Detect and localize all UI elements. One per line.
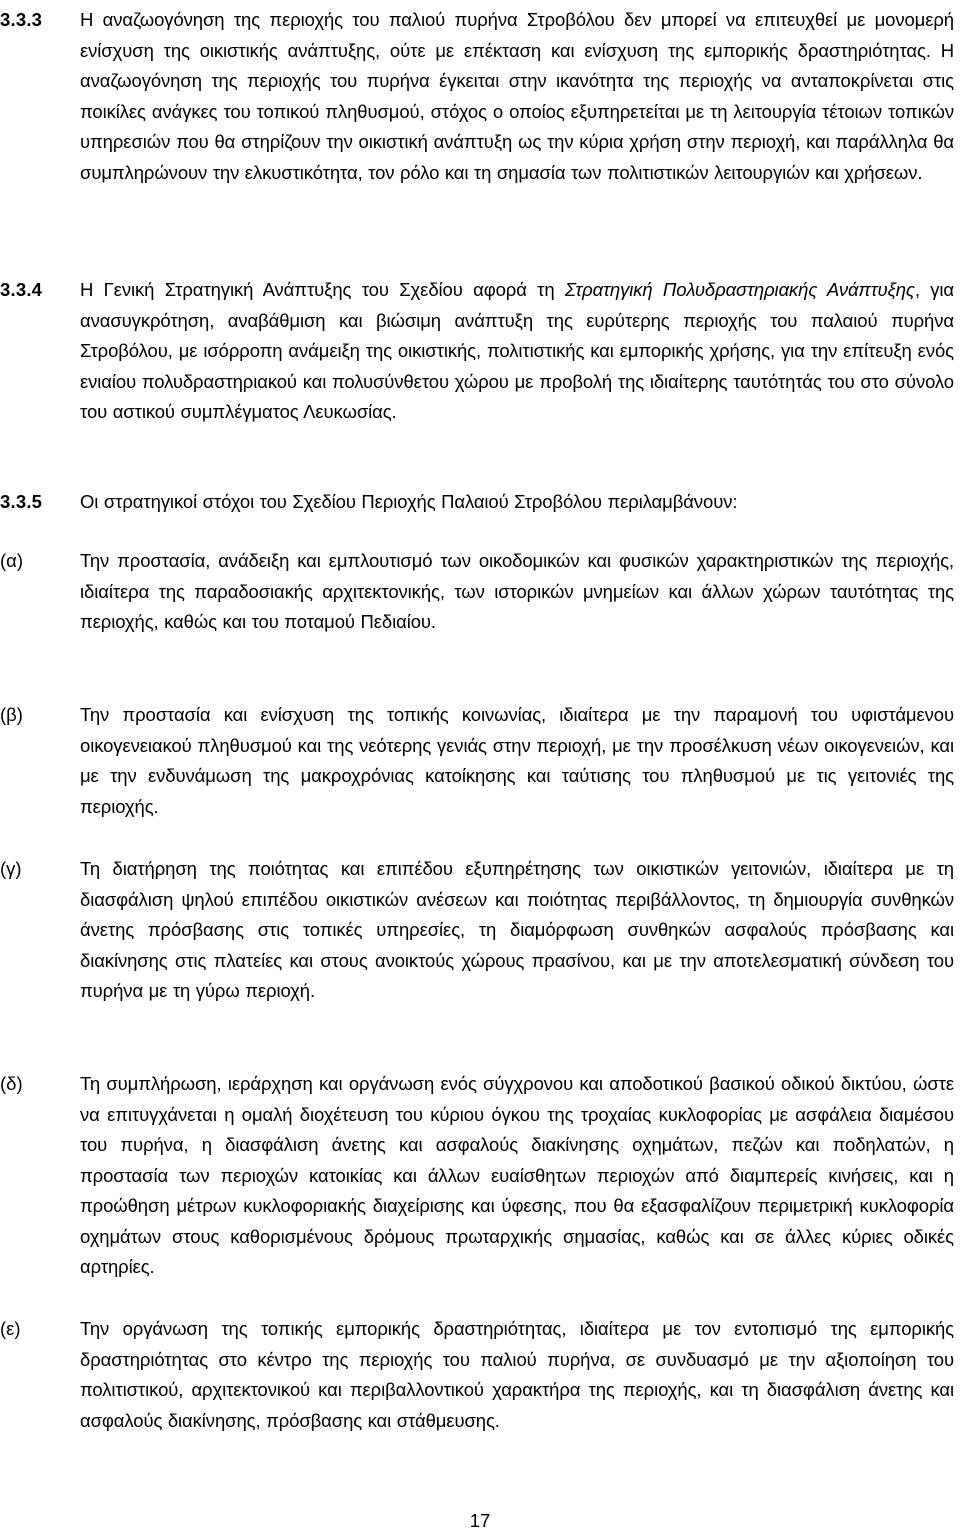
list-item-text: Τη διατήρηση της ποιότητας και επιπέδου εξυπηρέτησης των οικιστικών γειτονιών, ιδιαίτερα με τη διασφάλιση ψηλού επιπέδου οικιστικών ανέσεων και ποιότητας περιβάλλοντος, τη δημιουργία συνθηκών άνετης πρόσβασης στις τοπικές υπηρεσίες, τη διαμόρφωση συνθηκών ασφαλούς πρόσβασης και διακίνησης στις πλατείες και στους ανοικτούς χώρους πρασίνου, και με την αποτελεσματική σύνδεση του πυρήνα με τη γύρω περιοχή. bbox=[80, 858, 954, 1001]
list-item-text: Την προστασία και ενίσχυση της τοπικής κοινωνίας, ιδιαίτερα με την παραμονή του υφιστάμενου οικογενειακού πληθυσμού και της νεότερης γενιάς στην περιοχή, με την προσέλκυση νέων οικογενειών, και με την ενδυνάμωση της μακροχρόνιας κατοίκησης και ταύτισης του πληθυσμού με τις γειτονιές της περιοχής. bbox=[80, 704, 954, 817]
paragraph-text: Η Γενική Στρατηγική Ανάπτυξης του Σχεδίου αφορά τη bbox=[80, 279, 565, 300]
section-paragraph: Η αναζωογόνηση της περιοχής του παλιού πυρήνα Στροβόλου δεν μπορεί να επιτευχθεί με μονομερή ενίσχυση της οικιστικής ανάπτυξης, ούτε με επέκταση και ενίσχυση της εμπορικής δραστηριότητας. Η αναζωογόνηση της περιοχής του πυρήνα έγκειται στην ικανότητα της περιοχής να ανταποκρίνεται στις ποικίλες ανάγκες του τοπικού πληθυσμού, στόχος ο οποίος εξυπηρετείται με τη λειτουργία τέτοιων τοπικών υπηρεσιών που θα στηρίζουν την οικιστική ανάπτυξη ως την κύρια χρήση στην περιοχή, και παράλληλα θα συμπληρώνουν την ελκυστικότητα, τον ρόλο και τη σημασία των πολιτιστικών λειτουργιών και χρήσεων. bbox=[80, 9, 954, 183]
section-paragraph bbox=[80, 275, 954, 428]
section-number: 3.3.4 bbox=[0, 279, 43, 300]
list-item-label: (α) bbox=[0, 550, 24, 571]
list-item-text: Την προστασία, ανάδειξη και εμπλουτισμό των οικοδομικών και φυσικών χαρακτηριστικών της περιοχής, ιδιαίτερα της παραδοσιακής αρχιτεκτονικής, των ιστορικών μνημείων και άλλων χώρων ταυτότητας της περιοχής, καθώς και του ποταμού Πεδιαίου. bbox=[80, 550, 954, 632]
paragraph-text: , για ανασυγκρότηση, αναβάθμιση και βιώσιμη ανάπτυξη της ευρύτερης περιοχής του παλαιού πυρήνα Στροβόλου, με ισόρροπη ανάμειξη της οικιστικής, πολιτιστικής και εμπορικής χρήσης, για την επίτευξη ενός ενιαίου πολυδραστηριακού και πολυσύνθετου χώρου με προβολή της ιδιαίτερης ταυτότητάς του στο σύνολο του αστικού συμπλέγματος Λευκωσίας. bbox=[80, 279, 954, 422]
list-item-label: (ε) bbox=[0, 1318, 21, 1339]
page-number: 17 bbox=[469, 1510, 491, 1531]
list-item-label: (β) bbox=[0, 704, 23, 725]
list-item-label: (δ) bbox=[0, 1073, 23, 1094]
section-number: 3.3.3 bbox=[0, 9, 43, 30]
list-item-text: Την οργάνωση της τοπικής εμπορικής δραστηριότητας, ιδιαίτερα με τον εντοπισμό της εμπορικής δραστηριότητας στο κέντρο της περιοχής του παλιού πυρήνα, σε συνδυασμό με την αξιοποίηση του πολιτιστικού, αρχιτεκτονικού και περιβαλλοντικού χαρακτήρα της περιοχής, και τη διασφάλιση άνετης και ασφαλούς διακίνησης, πρόσβασης και στάθμευσης. bbox=[80, 1318, 954, 1431]
italic-term: Στρατηγική Πολυδραστηριακής Ανάπτυξης bbox=[564, 279, 915, 300]
section-paragraph: Οι στρατηγικοί στόχοι του Σχεδίου Περιοχής Παλαιού Στροβόλου περιλαμβάνουν: bbox=[80, 491, 738, 512]
section-number: 3.3.5 bbox=[0, 491, 43, 512]
list-item-text: Τη συμπλήρωση, ιεράρχηση και οργάνωση ενός σύγχρονου και αποδοτικού βασικού οδικού δικτύου, ώστε να επιτυγχάνεται η ομαλή διοχέτευση του κύριου όγκου της τροχαίας κυκλοφορίας με ασφάλεια διαμέσου του πυρήνα, η διασφάλιση άνετης και ασφαλούς διακίνησης οχημάτων, πεζών και ποδηλατών, η προστασία των περιοχών κατοικίας και άλλων ευαίσθητων περιοχών από διαμπερείς κινήσεις, και η προώθηση μέτρων κυκλοφοριακής διαχείρισης και ύφεσης, που θα εξασφαλίζουν περιμετρική κυκλοφορία οχημάτων στους καθορισμένους δρόμους πρωταρχικής σημασίας, καθώς και σε άλλες κύριες οδικές αρτηρίες. bbox=[80, 1073, 954, 1277]
list-item-label: (γ) bbox=[0, 858, 22, 879]
